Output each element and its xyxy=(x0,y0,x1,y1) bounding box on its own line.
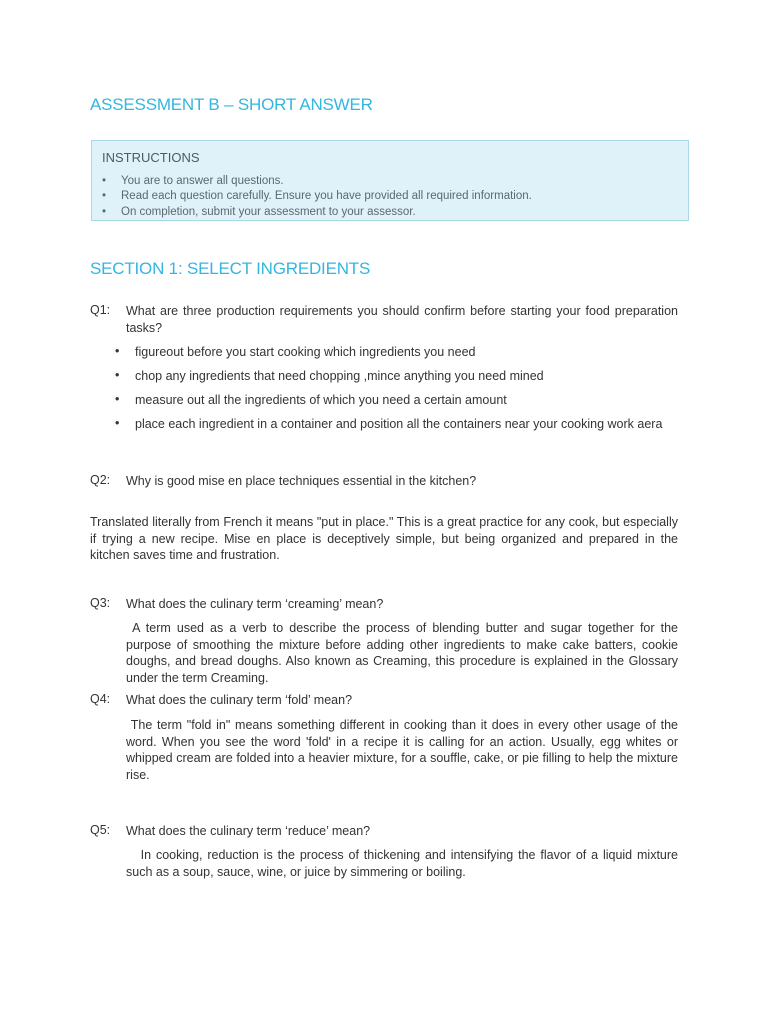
bullet-icon: • xyxy=(115,392,120,406)
answer-bullet: figureout before you start cooking which ingredients you need xyxy=(135,345,476,359)
answer-bullet: measure out all the ingredients of which you need a certain amount xyxy=(135,393,507,407)
answer-text: The term "fold in" means something different in cooking than it does in every other usage of the word. When you see the word 'fold' in a recipe it is calling for an action. Usually, egg whites or whipped cream are folded into a heavier mixture, for a souffle, cake, or pie filling to help the mixture rise. xyxy=(126,718,682,782)
answer-bullet: chop any ingredients that need chopping ,mince anything you need mined xyxy=(135,369,544,383)
question-text: Why is good mise en place techniques essential in the kitchen? xyxy=(126,474,477,488)
answer-bullet: place each ingredient in a container and position all the containers near your cooking work aera xyxy=(135,417,663,431)
instructions-title: INSTRUCTIONS xyxy=(102,150,200,165)
bullet-icon: • xyxy=(102,206,107,218)
instruction-text: You are to answer all questions. xyxy=(121,175,284,187)
bullet-icon: • xyxy=(102,175,107,187)
question-text: What does the culinary term ‘fold’ mean? xyxy=(126,693,353,707)
instruction-text: Read each question carefully. Ensure you have provided all required information. xyxy=(121,190,532,202)
question-label: Q2: xyxy=(90,473,111,487)
question-label: Q5: xyxy=(90,823,111,837)
section-heading: SECTION 1: SELECT INGREDIENTS xyxy=(90,259,371,278)
question-text: What does the culinary term ‘reduce’ mean? xyxy=(126,824,371,838)
instruction-item xyxy=(102,175,284,187)
question-label: Q4: xyxy=(90,692,111,706)
question-label: Q1: xyxy=(90,303,111,317)
bullet-icon: • xyxy=(102,190,107,202)
instruction-item xyxy=(102,206,416,218)
bullet-icon: • xyxy=(115,368,120,382)
page-title: ASSESSMENT B – SHORT ANSWER xyxy=(90,95,373,114)
bullet-icon: • xyxy=(115,344,120,358)
instruction-text: On completion, submit your assessment to your assessor. xyxy=(121,206,416,218)
answer-text: In cooking, reduction is the process of thickening and intensifying the flavor of a liquid mixture such as a soup, sauce, wine, or juice by simmering or boiling. xyxy=(126,848,682,879)
bullet-icon: • xyxy=(115,416,120,430)
question-label: Q3: xyxy=(90,596,111,610)
question-text: What are three production requirements you should confirm before starting your food preparation tasks? xyxy=(126,304,678,335)
answer-text: Translated literally from French it means "put in place." This is a great practice for any cook, but especially if trying a new recipe. Mise en place is deceptively simple, but being organized and prepared in the kitchen saves time and frustration. xyxy=(90,515,678,562)
instruction-item xyxy=(102,190,532,202)
question-text: What does the culinary term ‘creaming’ mean? xyxy=(126,597,384,611)
answer-text: A term used as a verb to describe the process of blending butter and sugar together for the purpose of smoothing the mixture before adding other ingredients to make cake batters, cookie doughs, and bread doughs. Also known as Creaming, this procedure is explained in the Glossary under the term Creaming. xyxy=(126,621,682,685)
